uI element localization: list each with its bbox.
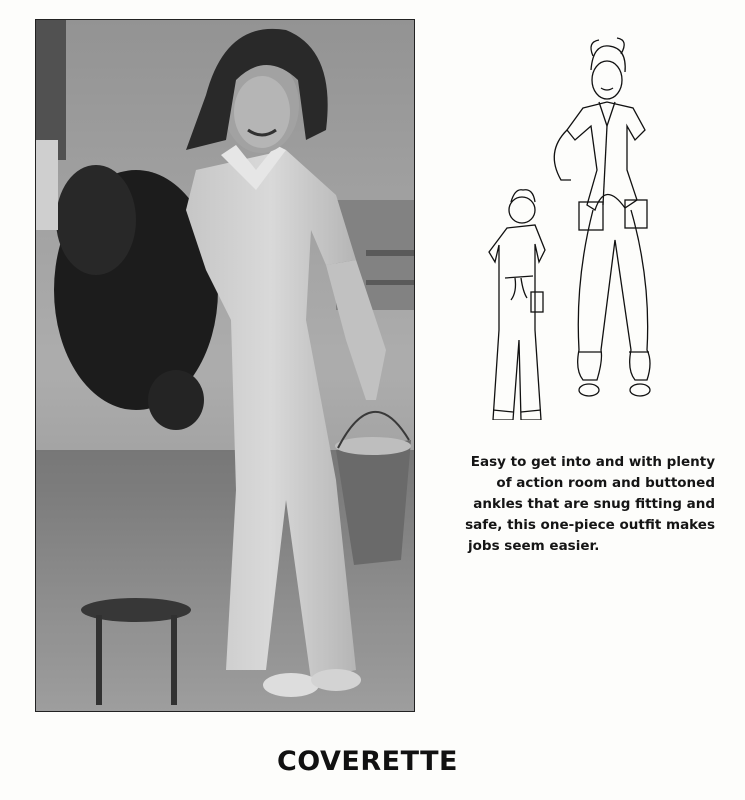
caption-text (447, 452, 715, 557)
coverette-fashion-illustration (475, 30, 660, 420)
photograph-woman-in-coverette (35, 19, 415, 712)
page-title: COVERETTE (276, 746, 458, 777)
back-view-figure (489, 190, 545, 420)
caption-line: ankles that are snug fitting and (473, 496, 715, 512)
caption-line: Easy to get into and with plenty (470, 454, 715, 470)
caption-line: safe, this one-piece outfit makes (465, 517, 715, 533)
caption-line: jobs seem easier. (468, 538, 600, 554)
caption-line: of action room and buttoned (496, 475, 715, 491)
front-view-figure (554, 38, 650, 396)
